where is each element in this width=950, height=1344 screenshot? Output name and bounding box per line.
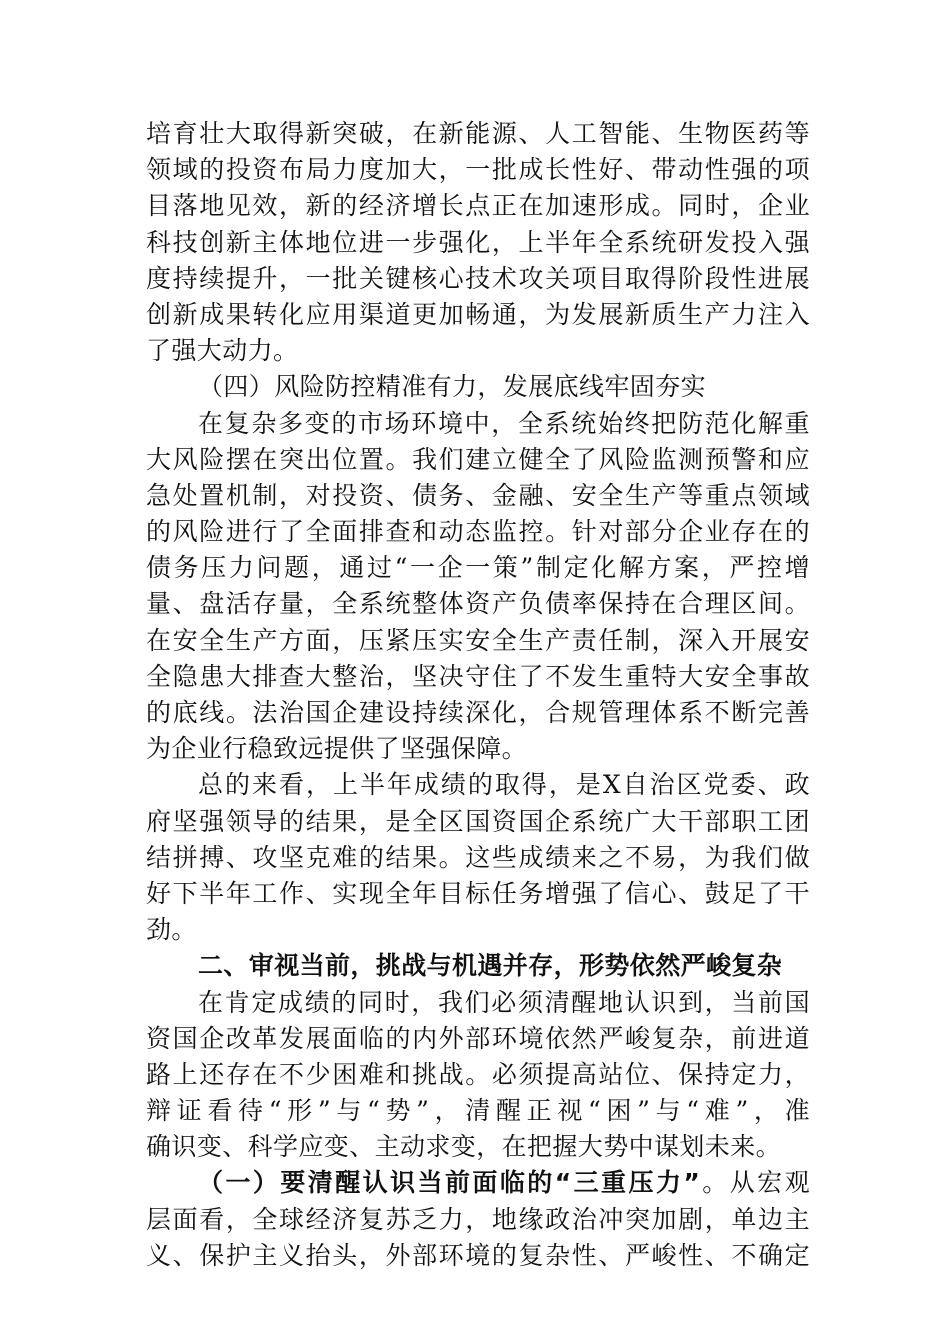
sub-heading-line <box>146 1165 810 1201</box>
text-line: 了强大动力。 <box>146 336 299 366</box>
text-line: 全隐患大排查大整治，坚决守住了不发生重特大安全事故 <box>146 661 810 691</box>
text-line: 确识变、科学应变、主动求变，在把握大势中谋划未来。 <box>146 1132 782 1162</box>
text-line: 为企业行稳致远提供了坚强保障。 <box>146 734 528 764</box>
text-line: 创新成果转化应用渠道更加畅通，为发展新质生产力注入 <box>146 299 810 329</box>
text-line: 度持续提升，一批关键核心技术攻关项目取得阶段性进展 <box>146 263 810 293</box>
text-line: 的底线。法治国企建设持续深化，合规管理体系不断完善 <box>146 698 810 727</box>
text-line: 府坚强领导的结果，是全区国资国企系统广大干部职工团 <box>146 806 810 836</box>
text-line: 辩证看待“形”与“势”，清醒正视“困”与“难”，准 <box>146 1096 810 1126</box>
text-line: 劲。 <box>146 915 197 945</box>
text-line: 路上还存在不少困难和挑战。必须提高站位、保持定力， <box>146 1059 810 1089</box>
text-line: 大风险摆在突出位置。我们建立健全了风险监测预警和应 <box>146 444 810 474</box>
text-line: 好下半年工作、实现全年目标任务增强了信心、鼓足了干 <box>146 878 810 908</box>
text-line: 义、保护主义抬头，外部环境的复杂性、严峻性、不确定 <box>146 1240 810 1270</box>
text-line: 在复杂多变的市场环境中，全系统始终把防范化解重 <box>198 408 810 438</box>
text-line: 领域的投资布局力度加大，一批成长性好、带动性强的项 <box>146 155 810 185</box>
text-line: 总的来看，上半年成绩的取得，是X自治区党委、政 <box>198 770 810 800</box>
text-line: 目落地见效，新的经济增长点正在加速形成。同时，企业 <box>146 191 810 221</box>
text-line: 债务压力问题，通过“一企一策”制定化解方案，严控增 <box>146 553 810 583</box>
text-line: 在肯定成绩的同时，我们必须清醒地认识到，当前国 <box>198 987 810 1017</box>
text-fragment: 。从宏观 <box>700 1168 810 1198</box>
sub-heading-1: （一）要清醒认识当前面临的“三重压力” <box>198 1168 701 1198</box>
text-line: 资国企改革发展面临的内外部环境依然严峻复杂，前进道 <box>146 1023 810 1053</box>
document-body <box>146 116 810 1274</box>
text-line: 科技创新主体地位进一步强化，上半年全系统研发投入强 <box>146 227 810 257</box>
text-line: 结拼搏、攻坚克难的结果。这些成绩来之不易，为我们做 <box>146 842 810 872</box>
text-line: 的风险进行了全面排查和动态监控。针对部分企业存在的 <box>146 517 810 547</box>
text-line: 在安全生产方面，压紧压实安全生产责任制，深入开展安 <box>146 625 810 655</box>
text-line: 层面看，全球经济复苏乏力，地缘政治冲突加剧，单边主 <box>146 1204 810 1234</box>
text-line: 培育壮大取得新突破，在新能源、人工智能、生物医药等 <box>146 119 810 148</box>
section-title-2: 二、审视当前，挑战与机遇并存，形势依然严峻复杂 <box>198 951 783 981</box>
section-heading-4: （四）风险防控精准有力，发展底线牢固夯实 <box>198 372 707 402</box>
text-line: 量、盘活存量，全系统整体资产负债率保持在合理区间。 <box>146 589 810 619</box>
text-line: 急处置机制，对投资、债务、金融、安全生产等重点领域 <box>146 480 810 510</box>
